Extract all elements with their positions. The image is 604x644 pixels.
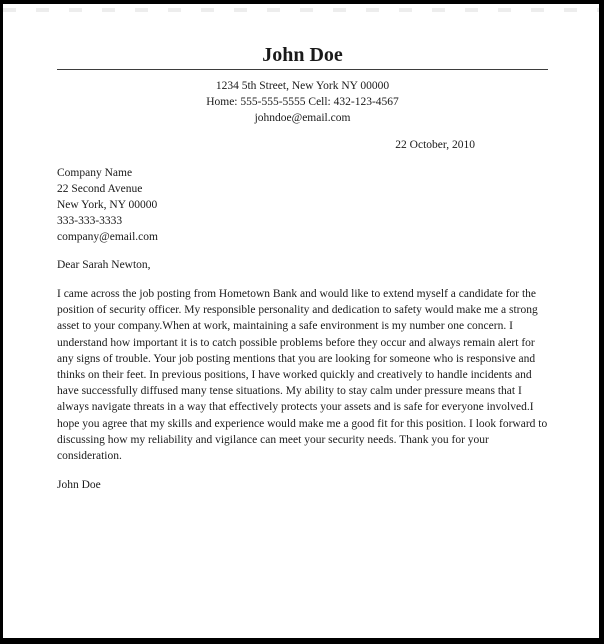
- recipient-block: [57, 165, 548, 245]
- letter-content: [3, 43, 599, 493]
- signature-name: John Doe: [57, 479, 101, 492]
- recipient-email: company@email.com: [57, 231, 158, 243]
- recipient-city: New York, NY 00000: [57, 199, 158, 211]
- recipient-street: 22 Second Avenue: [57, 183, 143, 195]
- sender-name-heading: John Doe: [262, 44, 343, 66]
- letter-date: 22 October, 2010: [395, 139, 475, 151]
- sender-phone-line: Home: 555-555-5555 Cell: 432-123-4567: [206, 96, 399, 108]
- dashed-cut-line: [3, 8, 599, 12]
- sender-contact-block: [57, 78, 548, 126]
- header-divider: [57, 69, 548, 70]
- salutation: Dear Sarah Newton,: [57, 259, 151, 271]
- letter-body-paragraph: I came across the job posting from Hometown Bank and would like to extend myself a candidate for the position of security officer. My responsible personality and dedication to safety would make me a strong asset to your company.When at work, maintaining a safe environment is my number one concern. I understand how important it is to catch possible problems before they occur and always remain alert for any signs of trouble. Your job posting mentions that you are looking for someone who is responsive and thinks on their feet. In previous positions, I have worked quickly and creatively to handle incidents and have successfully diffused many tense situations. My ability to stay calm under pressure means that I always navigate threats in a way that effectively protects your assets and is safe for everyone involved.I hope you agree that my skills and experience would make me a good fit for this position. I look forward to discussing how my reliability and vigilance can meet your security needs. Thank you for your consideration.: [57, 288, 548, 463]
- sender-email: johndoe@email.com: [254, 112, 351, 124]
- sender-address: 1234 5th Street, New York NY 00000: [215, 80, 390, 92]
- recipient-phone: 333-333-3333: [57, 215, 123, 227]
- recipient-company: Company Name: [57, 167, 133, 179]
